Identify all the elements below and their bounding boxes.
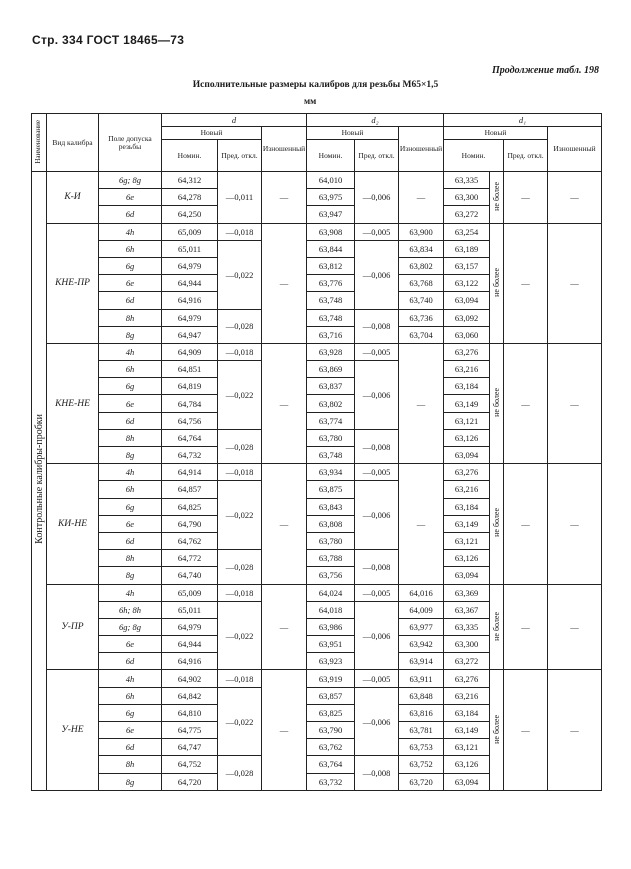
d2-nominal: 63,748 [307,292,355,309]
d-nominal: 64,278 [162,189,218,206]
d2-worn: 63,768 [399,275,444,292]
tolerance-field: 6d [99,739,162,756]
d-deviation: —0,028 [218,429,262,463]
d2-deviation: —0,006 [355,240,399,309]
d1-nominal: 63,189 [444,240,490,257]
header-d-nomin: Номин. [162,140,218,172]
d-nominal: 64,752 [162,756,218,773]
d-nominal: 64,944 [162,275,218,292]
d2-worn: 63,802 [399,257,444,274]
d2-deviation: —0,005 [355,343,399,360]
d2-deviation: —0,006 [355,687,399,756]
d2-worn: 63,720 [399,773,444,790]
d2-nominal: 63,928 [307,343,355,360]
d-nominal: 64,764 [162,429,218,446]
d2-worn: 63,834 [399,240,444,257]
header-d2-nomin: Номин. [307,140,355,172]
tolerance-field: 6h [99,481,162,498]
d2-worn: 63,900 [399,223,444,240]
d1-nominal: 63,060 [444,326,490,343]
d-nominal: 64,775 [162,722,218,739]
d2-worn: 63,816 [399,704,444,721]
d-worn: — [262,464,307,584]
d2-nominal: 64,024 [307,584,355,601]
d1-nominal: 63,184 [444,378,490,395]
d2-nominal: 63,837 [307,378,355,395]
d2-deviation: —0,006 [355,361,399,430]
tolerance-field: 6d [99,292,162,309]
tolerance-field: 8g [99,773,162,790]
tolerance-field: 8g [99,567,162,584]
d-deviation: —0,018 [218,670,262,687]
tolerance-field: 6d [99,532,162,549]
caliber-name: КНЕ-ПР [47,223,99,343]
tolerance-field: 6e [99,395,162,412]
d2-nominal: 63,951 [307,636,355,653]
tolerance-field: 6h [99,240,162,257]
ne-bolee-label: не более [492,714,502,744]
d1-nominal: 63,367 [444,601,490,618]
d2-nominal: 63,934 [307,464,355,481]
header-d1: d₁ [444,114,602,127]
tolerance-field: 6e [99,636,162,653]
d2-deviation: —0,005 [355,464,399,481]
d1-deviation: — [504,464,548,584]
ne-bolee-cell [490,172,504,224]
d-nominal: 64,857 [162,481,218,498]
tolerance-field: 4h [99,343,162,360]
d2-deviation: —0,006 [355,601,399,670]
continuation-note: Продолжение табл. 198 [491,65,599,76]
header-vid-kalibra: Вид калибра [47,114,99,172]
d1-worn: — [548,223,602,343]
d2-nominal: 63,857 [307,687,355,704]
d2-nominal: 63,774 [307,412,355,429]
header-d2: d₂ [307,114,444,127]
d-worn: — [262,223,307,343]
d-deviation: —0,028 [218,550,262,584]
d-worn: — [262,584,307,670]
header-d2-worn: Изношенный [399,127,444,172]
d1-nominal: 63,272 [444,206,490,223]
d1-nominal: 63,272 [444,653,490,670]
d2-nominal: 63,812 [307,257,355,274]
d1-nominal: 63,216 [444,687,490,704]
unit-label: мм [304,96,317,106]
d-nominal: 64,762 [162,532,218,549]
d-deviation: —0,022 [218,687,262,756]
tolerance-field: 6d [99,653,162,670]
d1-worn: — [548,464,602,584]
d2-nominal: 63,875 [307,481,355,498]
tolerance-field: 4h [99,584,162,601]
d2-nominal: 63,808 [307,515,355,532]
d-nominal: 64,979 [162,309,218,326]
d-deviation: —0,018 [218,343,262,360]
d-nominal: 64,720 [162,773,218,790]
tolerance-field: 4h [99,670,162,687]
tolerance-field: 4h [99,464,162,481]
d-deviation: —0,011 [218,172,262,224]
header-d-worn: Изношенный [262,127,307,172]
d-nominal: 64,979 [162,618,218,635]
d-nominal: 64,756 [162,412,218,429]
d1-deviation: — [504,172,548,224]
d2-nominal: 63,748 [307,309,355,326]
table-title: Исполнительные размеры калибров для резьбы М65×1,5 [192,80,439,90]
tolerance-field: 6g [99,257,162,274]
d1-nominal: 63,094 [444,447,490,464]
ne-bolee-label: не более [492,508,502,538]
d-nominal: 64,909 [162,343,218,360]
d2-nominal: 63,975 [307,189,355,206]
d2-nominal: 63,788 [307,550,355,567]
d2-nominal: 64,010 [307,172,355,189]
d-deviation: —0,028 [218,309,262,343]
caliber-name: У-НЕ [47,670,99,790]
d2-nominal: 63,732 [307,773,355,790]
d-deviation: —0,022 [218,361,262,430]
d-nominal: 65,009 [162,584,218,601]
header-d1-nomin: Номин. [444,140,504,172]
header-d2-new: Новый [307,127,399,140]
d2-worn: 63,704 [399,326,444,343]
d1-nominal: 63,149 [444,722,490,739]
tolerance-field: 6g [99,704,162,721]
header-d1-pred: Пред. откл. [504,140,548,172]
d-deviation: —0,022 [218,240,262,309]
d2-worn: — [399,172,444,224]
d2-deviation: —0,005 [355,670,399,687]
d1-nominal: 63,276 [444,464,490,481]
ne-bolee-cell [490,223,504,343]
d1-nominal: 63,300 [444,636,490,653]
d2-deviation: —0,008 [355,429,399,463]
tolerance-field: 8h [99,309,162,326]
d2-worn: 63,740 [399,292,444,309]
d-nominal: 64,819 [162,378,218,395]
ne-bolee-label: не более [492,388,502,417]
d2-worn: — [399,464,444,584]
ne-bolee-label: не более [492,611,502,641]
header-d1-new: Новый [444,127,548,140]
d1-nominal: 63,276 [444,670,490,687]
calibers-table [31,113,602,791]
d1-nominal: 63,300 [444,189,490,206]
tolerance-field: 6g; 8g [99,172,162,189]
d-deviation: —0,018 [218,464,262,481]
d2-worn: 63,781 [399,722,444,739]
header-pole-dopuska: Поле допуска резьбы [99,114,162,172]
d2-nominal: 63,825 [307,704,355,721]
d2-worn: 63,753 [399,739,444,756]
table-row [32,584,602,601]
header-d1-worn: Изношенный [548,127,602,172]
d-nominal: 64,947 [162,326,218,343]
caliber-name: КНЕ-НЕ [47,343,99,463]
d2-worn: 64,016 [399,584,444,601]
d1-nominal: 63,216 [444,481,490,498]
d-deviation: —0,018 [218,584,262,601]
d1-nominal: 63,157 [444,257,490,274]
d1-nominal: 63,335 [444,172,490,189]
d2-nominal: 63,776 [307,275,355,292]
d2-nominal: 63,748 [307,447,355,464]
d1-nominal: 63,094 [444,567,490,584]
table-row [32,670,602,687]
d2-nominal: 63,986 [307,618,355,635]
d2-worn: 63,977 [399,618,444,635]
tolerance-field: 6e [99,722,162,739]
d1-nominal: 63,149 [444,515,490,532]
d-worn: — [262,343,307,463]
ne-bolee-cell [490,343,504,463]
ne-bolee-cell [490,584,504,670]
d1-nominal: 63,094 [444,292,490,309]
d1-nominal: 63,122 [444,275,490,292]
group-label: Контрольные калибры-пробки [33,414,45,545]
ne-bolee-label: не более [492,267,502,297]
d-nominal: 64,747 [162,739,218,756]
d-nominal: 64,916 [162,292,218,309]
d2-worn: 64,009 [399,601,444,618]
tolerance-field: 6e [99,189,162,206]
d1-nominal: 63,094 [444,773,490,790]
tolerance-field: 6e [99,515,162,532]
d-nominal: 64,740 [162,567,218,584]
caliber-name: КИ-НЕ [47,464,99,584]
d-nominal: 64,825 [162,498,218,515]
caliber-name: У-ПР [47,584,99,670]
d1-deviation: — [504,584,548,670]
tolerance-field: 8h [99,429,162,446]
d2-nominal: 63,802 [307,395,355,412]
d1-nominal: 63,121 [444,412,490,429]
d2-nominal: 63,790 [307,722,355,739]
d2-worn: 63,942 [399,636,444,653]
d-nominal: 64,914 [162,464,218,481]
d2-deviation: —0,005 [355,223,399,240]
d2-nominal: 63,947 [307,206,355,223]
table-row [32,172,602,189]
d2-worn: 63,914 [399,653,444,670]
d2-nominal: 63,844 [307,240,355,257]
table-row [32,223,602,240]
tolerance-field: 6g [99,378,162,395]
d1-deviation: — [504,343,548,463]
d2-worn: — [399,343,444,463]
d2-nominal: 63,923 [307,653,355,670]
tolerance-field: 8g [99,447,162,464]
d-deviation: —0,022 [218,481,262,550]
header-d: d [162,114,307,127]
d1-nominal: 63,369 [444,584,490,601]
tolerance-field: 6h [99,687,162,704]
d2-deviation: —0,008 [355,550,399,584]
d1-deviation: — [504,670,548,790]
d1-nominal: 63,126 [444,550,490,567]
d-worn: — [262,172,307,224]
header-d-pred: Пред. откл. [218,140,262,172]
tolerance-field: 8g [99,326,162,343]
d1-nominal: 63,149 [444,395,490,412]
table-body [32,172,602,791]
d2-nominal: 63,756 [307,567,355,584]
d-nominal: 65,011 [162,601,218,618]
tolerance-field: 4h [99,223,162,240]
ne-bolee-cell [490,670,504,790]
ne-bolee-label: не более [492,181,502,211]
d1-nominal: 63,216 [444,361,490,378]
tolerance-field: 8h [99,756,162,773]
ne-bolee-cell [490,464,504,584]
d1-nominal: 63,254 [444,223,490,240]
d2-nominal: 63,780 [307,429,355,446]
caliber-name: К-И [47,172,99,224]
d-nominal: 64,784 [162,395,218,412]
d-nominal: 64,810 [162,704,218,721]
d1-nominal: 63,126 [444,756,490,773]
tolerance-field: 6h [99,361,162,378]
header-d-new: Новый [162,127,262,140]
page-header: Стр. 334 ГОСТ 18465—73 [32,33,185,47]
d-nominal: 64,944 [162,636,218,653]
d2-deviation: —0,005 [355,584,399,601]
d1-nominal: 63,335 [444,618,490,635]
d2-nominal: 63,764 [307,756,355,773]
d2-worn: 63,911 [399,670,444,687]
d-nominal: 64,250 [162,206,218,223]
d1-nominal: 63,276 [444,343,490,360]
d1-worn: — [548,584,602,670]
table-row [32,464,602,481]
d-nominal: 64,772 [162,550,218,567]
d1-deviation: — [504,223,548,343]
header-d2-pred: Пред. откл. [355,140,399,172]
d-nominal: 64,851 [162,361,218,378]
tolerance-field: 6h; 8h [99,601,162,618]
d2-nominal: 63,869 [307,361,355,378]
d2-deviation: —0,008 [355,756,399,790]
d-nominal: 65,011 [162,240,218,257]
tolerance-field: 6d [99,412,162,429]
d-worn: — [262,670,307,790]
d1-worn: — [548,670,602,790]
d2-deviation: —0,008 [355,309,399,343]
d2-worn: 63,752 [399,756,444,773]
d2-nominal: 64,018 [307,601,355,618]
d-nominal: 64,979 [162,257,218,274]
tolerance-field: 6g; 8g [99,618,162,635]
group-label-cell [32,172,47,791]
d2-deviation: —0,006 [355,172,399,224]
d-deviation: —0,022 [218,601,262,670]
header-naimenovanie: Наименование [32,114,47,172]
d2-nominal: 63,919 [307,670,355,687]
d2-nominal: 63,762 [307,739,355,756]
d1-nominal: 63,184 [444,704,490,721]
d-nominal: 64,790 [162,515,218,532]
d1-nominal: 63,184 [444,498,490,515]
d2-nominal: 63,908 [307,223,355,240]
d-nominal: 64,902 [162,670,218,687]
d-nominal: 65,009 [162,223,218,240]
d-nominal: 64,732 [162,447,218,464]
tolerance-field: 6d [99,206,162,223]
d1-nominal: 63,121 [444,739,490,756]
tolerance-field: 6g [99,498,162,515]
d2-nominal: 63,780 [307,532,355,549]
d-nominal: 64,312 [162,172,218,189]
d-nominal: 64,842 [162,687,218,704]
table-row [32,343,602,360]
d2-nominal: 63,716 [307,326,355,343]
d1-nominal: 63,092 [444,309,490,326]
d-nominal: 64,916 [162,653,218,670]
d1-worn: — [548,172,602,224]
tolerance-field: 6e [99,275,162,292]
d1-nominal: 63,121 [444,532,490,549]
d-deviation: —0,028 [218,756,262,790]
d2-deviation: —0,006 [355,481,399,550]
tolerance-field: 8h [99,550,162,567]
d2-nominal: 63,843 [307,498,355,515]
d2-worn: 63,736 [399,309,444,326]
d2-worn: 63,848 [399,687,444,704]
d1-nominal: 63,126 [444,429,490,446]
d-deviation: —0,018 [218,223,262,240]
d1-worn: — [548,343,602,463]
